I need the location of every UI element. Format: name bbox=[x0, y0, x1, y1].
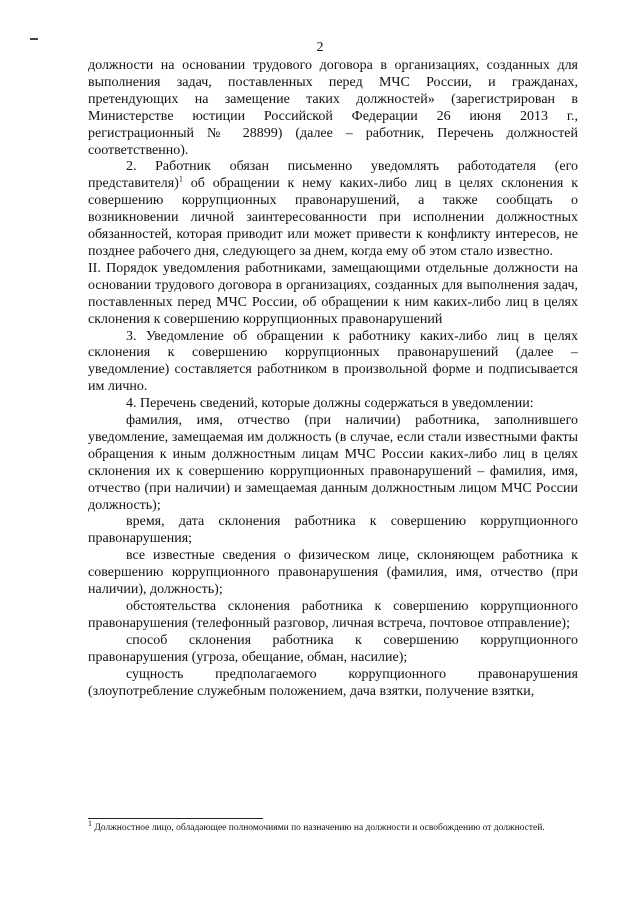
document-body bbox=[88, 58, 578, 700]
list-item-method: способ склонения работника к совершению коррупционного правонарушения (угроза, обещание, обман, насилие); bbox=[88, 632, 578, 665]
list-item-person: все известные сведения о физическом лице, склоняющем работника к совершению коррупционного правонарушения (фамилия, имя, отчество (при наличии), должность); bbox=[88, 548, 578, 598]
paragraph-4: 4. Перечень сведений, которые должны содержаться в уведомлении: bbox=[126, 396, 534, 412]
list-item-essence: сущность предполагаемого коррупционного правонарушения (злоупотребление служебным положением, дача взятки, получение взятки, bbox=[88, 666, 578, 699]
page-number: 2 bbox=[316, 40, 324, 55]
list-item-time: время, дата склонения работника к совершению коррупционного правонарушения; bbox=[88, 514, 578, 547]
list-item-circumstances: обстоятельства склонения работника к совершению коррупционного правонарушения (телефонный разговор, личная встреча, почтовое отправление); bbox=[88, 599, 578, 631]
footnote-text: Должностное лицо, обладающее полномочиями по назначению на должности и освобождению от должностей. bbox=[92, 823, 545, 833]
footnote-separator bbox=[88, 818, 263, 819]
paragraph-2-text-b: об обращении к нему каких-либо лиц в целях склонения к совершению коррупционных правонарушений, а также сообщать о возникновении личной заинтересованности при исполнении должностных обязанностей, которая приводит или может привести к конфликту интересов, не позднее рабочего дня, следующего за днем, когда ему об этом стало известно. bbox=[88, 176, 578, 259]
paragraph-3: 3. Уведомление об обращении к работнику каких-либо лиц в целях склонения к совершению коррупционных правонарушений (далее – уведомление) составляется работником в произвольной форме и подписывается им лично. bbox=[88, 328, 578, 395]
paragraph-2-text-a: 2. Работник обязан письменно уведомлять работодателя (его представителя) bbox=[88, 159, 578, 192]
footnote-ref: 1 bbox=[178, 174, 183, 184]
footnote bbox=[88, 818, 578, 834]
footnote-marker: 1 bbox=[88, 818, 92, 828]
list-item-name: фамилия, имя, отчество (при наличии) работника, заполнившего уведомление, замещаемая им должность (в случае, если стали известными факты обращения к иным должностным лицам МЧС России каких-либо лиц в целях склонения их к совершению коррупционных правонарушений – фамилия, имя, отчество (при наличии) и замещаемая данным должностным лицом МЧС России должность); bbox=[88, 413, 578, 513]
paragraph-2 bbox=[88, 159, 578, 260]
section-heading: II. Порядок уведомления работниками, замещающими отдельные должности на основании трудового договора в организациях, созданных для выполнения задач, поставленных перед МЧС России, об обращении к ним каких-либо лиц в целях склонения к совершению коррупционных правонарушений bbox=[88, 260, 578, 327]
paragraph-continuation: должности на основании трудового договора в организациях, созданных для выполнения задач, поставленных перед МЧС России, и гражданах, претендующих на замещение таких должностей» (зарегистрирован в Министерстве юстиции Российской Федерации 26 июня 2013 г., регистрационный № 28899) (далее – работник, Перечень должностей соответственно). bbox=[88, 58, 578, 158]
